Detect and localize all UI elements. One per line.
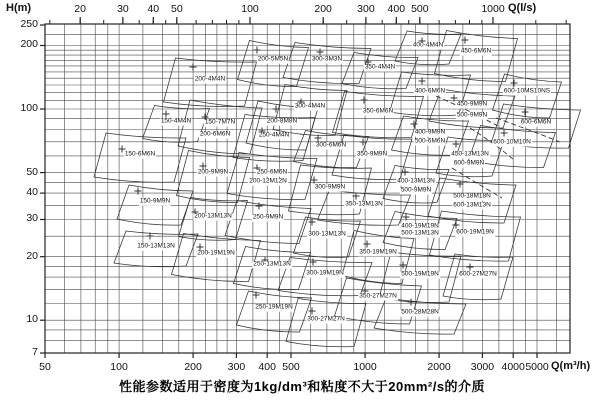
bottom-axis-tick-label: 200 [184, 361, 202, 373]
pump-model-label: 600-19M19N [456, 228, 494, 236]
pump-model-label: 250-13M13N [253, 260, 291, 268]
pump-model-label: 600-27M27N [459, 270, 497, 278]
pump-model-label: 350-9M9N [356, 150, 388, 158]
pump-model-label: 500-28M28N [401, 308, 439, 316]
chart-caption: 性能参数适用于密度为1kg/dm³和粘度不大于20mm²/s的介质 [118, 379, 486, 394]
pump-model-label: 450-6M6N [460, 47, 492, 55]
pump-model-label: 350-13M13N [345, 200, 383, 208]
top-axis-tick-label: 500 [411, 3, 429, 15]
pump-model-label: 350-6M6N [362, 107, 394, 115]
pump-model-label: 400-6M6N [414, 87, 446, 95]
top-axis-tick-label: 1000 [481, 3, 505, 15]
y-axis-tick-label: 20 [26, 249, 38, 262]
pump-model-label: 300-27M27N [307, 315, 345, 323]
bottom-axis-tick-label: 400 [258, 361, 276, 373]
y-axis-tick-label: 100 [20, 102, 38, 115]
pump-model-label: 150-13M13N [137, 242, 175, 250]
top-axis-tick-label: 200 [314, 3, 332, 15]
y-axis-tick-label: 30 [26, 212, 38, 225]
pump-model-label: 400-9M9N [414, 128, 446, 136]
pump-model-label: 300-19M19N [306, 269, 344, 277]
pump-model-label: 150-9M9N [139, 197, 171, 205]
pump-model-label: 600-13M13N [453, 201, 491, 209]
y-axis-tick-label: 250 [20, 18, 38, 30]
pump-model-label: 200-8M8N [266, 117, 298, 125]
y-axis-tick-label: 40 [26, 186, 38, 199]
bottom-axis-tick-label: 1000 [353, 361, 377, 373]
top-axis-tick-label: 20 [74, 3, 86, 15]
bottom-axis-unit-label: Q(m³/h) [551, 360, 591, 372]
pump-model-label: 500-9M9N [456, 111, 488, 119]
pump-model-label: 200-4M4N [194, 75, 226, 83]
bottom-axis-tick-label: 50 [39, 361, 51, 373]
pump-model-label: 250-4M4N [258, 131, 290, 139]
pump-model-label: 500-13M13N [401, 229, 439, 237]
bottom-axis-tick-label: 500 [282, 361, 300, 373]
pump-model-label: 250-9M9N [252, 213, 284, 221]
y-axis-tick-label: 7 [32, 345, 38, 358]
pump-model-label: 350-27M27N [359, 292, 397, 300]
bottom-axis-tick-label: 100 [110, 361, 128, 373]
pump-model-label: 250-6M6N [256, 168, 288, 176]
top-axis-tick-label: 300 [357, 3, 375, 15]
pump-model-label: 450-9M9N [456, 100, 488, 108]
pump-model-label: 400-13M13N [397, 177, 435, 185]
top-axis-tick-label: 400 [387, 3, 406, 15]
top-axis-tick-label: 40 [147, 3, 160, 15]
pump-model-label: 200-9M9N [197, 168, 229, 176]
pump-model-label: 600-6M6N [520, 118, 552, 126]
y-axis-tick-label: 50 [26, 165, 38, 178]
y-axis-unit-label: H(m) [6, 2, 32, 14]
top-axis-tick-label: 30 [117, 3, 129, 15]
pump-model-label: 300-4M4N [294, 102, 326, 110]
pump-model-label: 600-9M9N [453, 159, 485, 167]
pump-model-label: 600-10MS10NS [503, 87, 551, 95]
pump-model-label: 200-6M6N [199, 130, 231, 138]
pump-model-label: 200-19M19N [197, 249, 235, 257]
pump-model-label: 300-6M6N [315, 141, 347, 149]
pump-model-label: 350-4M4N [364, 63, 396, 71]
pump-model-label: 600-10M10N [493, 138, 531, 146]
pump-model-label: 200-12M12N [249, 177, 287, 185]
top-axis-tick-label: 50 [171, 3, 183, 15]
top-axis-tick-label: 100 [241, 3, 259, 15]
pump-model-label: 300-13M13N [308, 230, 346, 238]
top-axis-unit-label: Q(l/s) [508, 2, 537, 14]
bottom-axis-tick-label: 2000 [427, 361, 451, 373]
pump-model-label: 450-13M13N [451, 150, 489, 158]
pump-model-label: 200-5M5N [257, 55, 289, 63]
pump-model-label: 150-6M6N [124, 150, 156, 158]
pump-model-label: 500-18M18N [453, 192, 491, 200]
pump-model-label: 500-6M6N [414, 137, 446, 145]
bottom-axis-tick-label: 3000 [470, 361, 495, 373]
pump-model-label: 200-13M13N [194, 212, 232, 220]
pump-model-label: 150-4M4N [160, 117, 192, 125]
y-axis-tick-label: 10 [26, 313, 38, 326]
pump-model-label: 300-3M3N [311, 55, 343, 63]
bottom-axis-tick-label: 300 [227, 361, 246, 373]
bottom-axis-tick-label: 4000 [501, 361, 525, 373]
bottom-axis-tick-label: 5000 [525, 361, 549, 373]
pump-model-label: 250-19M19N [255, 303, 293, 311]
y-axis-tick-label: 200 [20, 38, 38, 51]
pump-model-label: 350-19M19N [359, 248, 397, 256]
pump-model-label: 500-9M9N [400, 186, 432, 194]
pump-model-label: 400-4M4N [412, 41, 444, 49]
pump-model-label: 500-19M19N [401, 270, 439, 278]
pump-model-label: 150-7M7N [204, 118, 236, 126]
pump-model-label: 400-19M19N [401, 222, 439, 230]
pump-model-label: 300-9M9N [314, 183, 346, 191]
